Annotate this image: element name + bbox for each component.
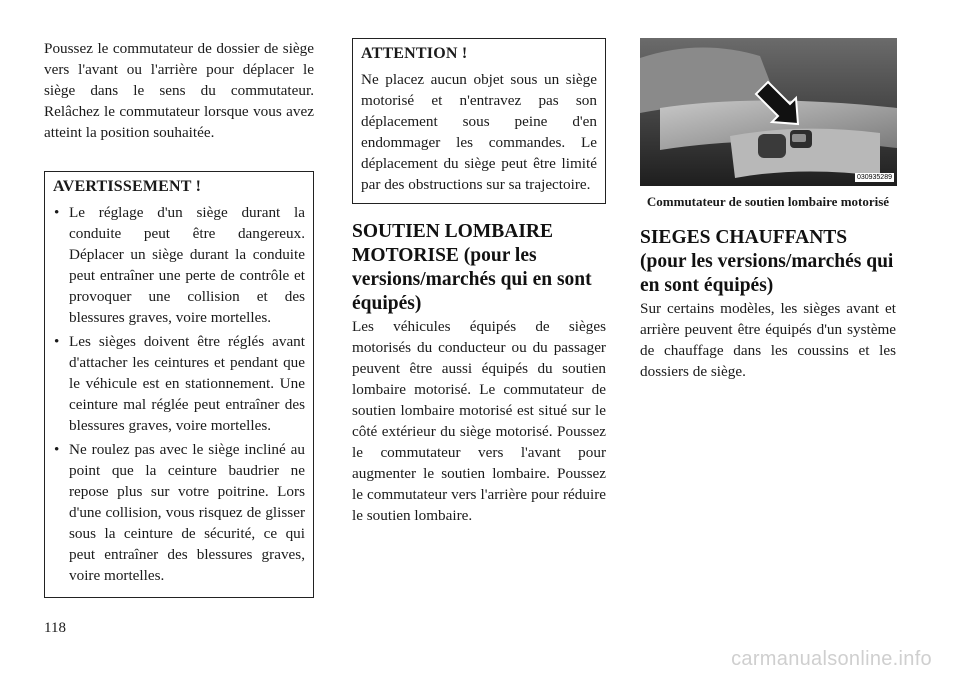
warning-list [53,202,305,586]
heated-seats-paragraph: Sur certains modèles, les sièges avant et arrière peuvent être équipés d'un système de chauffage dans les coussins et les dossiers de siège. [640,300,896,380]
warning-item-text: Les sièges doivent être réglés avant d'attacher les ceintures et pendant que le véhicule est en stationnement. Une ceinture mal réglée peut entraîner des blessures graves, voire mortelles. [69,333,305,434]
lumbar-heading: SOUTIEN LOMBAIRE MOTORISE (pour les versions/marchés qui en sont équipés) [352,221,592,314]
attention-text: Ne placez aucun objet sous un siège motorisé et n'entravez pas son déplacement sous peine d'en endommager les commandes. Le déplacement du siège peut être limité par des obstructions sur sa trajectoire. [361,71,597,193]
photo-caption: Commutateur de soutien lombaire motorisé [646,194,890,209]
warning-item [53,202,305,328]
attention-title: ATTENTION ! [361,45,468,62]
column-right [640,38,896,382]
warning-item-text: Le réglage d'un siège durant la conduite peut être dangereux. Déplacer un siège durant la conduite peut entraîner une perte de contrôle et provoquer une collision et des blessures graves, voire mortelles. [69,204,305,326]
bullet-icon: • [54,441,60,458]
warning-box [44,171,314,598]
photo-code: 030935289 [856,174,892,181]
warning-title: AVERTISSEMENT ! [53,178,202,195]
page-number: 118 [44,620,66,636]
warning-item-text: Ne roulez pas avec le siège incliné au point que la ceinture baudrier ne repose plus sur votre poitrine. Lors d'une collision, vous risquez de glisser sous la ceinture de sécurité, ce qui peut entraîner des blessures graves, voire mortelles. [69,441,305,584]
seat-photo-illustration [640,38,897,186]
warning-item [53,439,305,586]
watermark: carmanualsonline.info [731,648,932,670]
heated-seats-heading: SIEGES CHAUFFANTS (pour les versions/marchés qui en sont équipés) [640,227,894,296]
bullet-icon: • [54,333,60,350]
warning-item [53,331,305,436]
seat-switch-photo [640,38,897,186]
lumbar-paragraph: Les véhicules équipés de sièges motorisés du conducteur ou du passager peuvent être aussi équipés du soutien lombaire motorisé. Le commutateur de soutien lombaire motorisé est situé sur le côté extérieur du siège motorisé. Poussez le commutateur vers l'avant pour augmenter le soutien lombaire. Poussez le commutateur vers l'arrière pour réduire le soutien lombaire. [352,318,606,524]
bullet-icon: • [54,204,60,221]
attention-box [352,38,606,204]
intro-paragraph: Poussez le commutateur de dossier de siège vers l'avant ou l'arrière pour déplacer le siège dans le sens du commutateur. Relâchez le commutateur lorsque vous avez atteint la position souhaitée. [44,40,314,141]
column-left [44,38,314,598]
column-middle [352,38,606,526]
